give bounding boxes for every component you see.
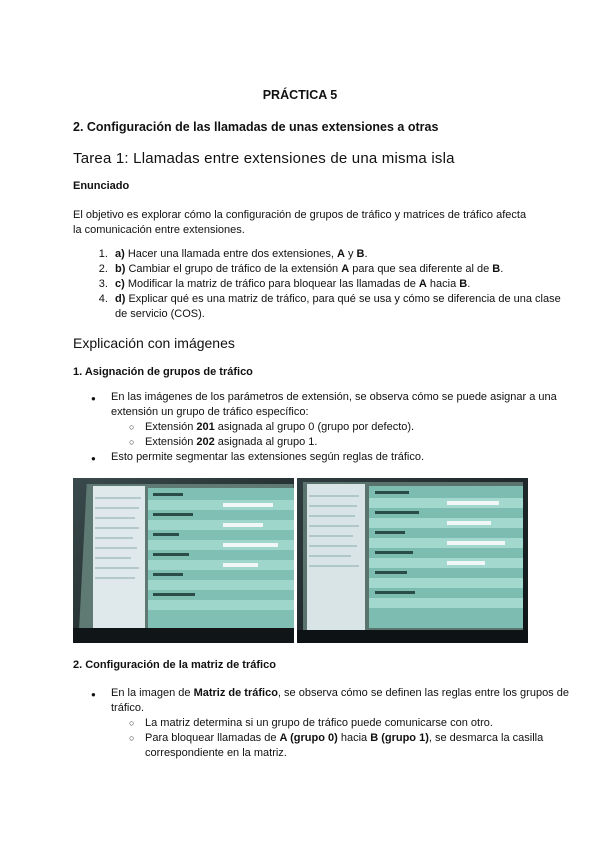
task-list: [73, 247, 571, 322]
sub2-heading: 2. Configuración de la matriz de tráfico: [73, 659, 276, 671]
bullet-item: ● En las imágenes de los parámetros de extensión, se observa cómo se puede asignar a una extensión un grupo de tráfico específico: ○ Extensión 201 asignada al grupo 0 (grupo por defecto). ○ Extensión 202 asignada al grupo 1.: [111, 390, 571, 450]
sub-list: [111, 420, 571, 450]
task-item: 3. c) Modificar la matriz de tráfico para bloquear las llamadas de A hacia B.: [111, 277, 571, 292]
photo-image: [297, 478, 528, 643]
screenshot-photo-extension-201: [73, 478, 294, 643]
bullet-item: ● Esto permite segmentar las extensiones según reglas de tráfico.: [111, 450, 571, 465]
screenshot-photo-extension-202: [297, 478, 528, 643]
task-item: 2. b) Cambiar el grupo de tráfico de la extensión A para que sea diferente al de B.: [111, 262, 571, 277]
photo-image: [73, 478, 294, 643]
enunciado-label: Enunciado: [73, 180, 130, 192]
sub1-heading: 1. Asignación de grupos de tráfico: [73, 366, 253, 378]
explanation-heading: Explicación con imágenes: [73, 335, 235, 351]
intro-paragraph: El objetivo es explorar cómo la configuración de grupos de tráfico y matrices de tráfico afecta la comunicación entre extensiones.: [73, 209, 527, 236]
sub2-bullet-list: [73, 686, 571, 761]
sub-list: [111, 716, 571, 761]
bullet-item: ● En la imagen de Matriz de tráfico, se observa cómo se definen las reglas entre los grupos de tráfico. ○ La matriz determina si un grupo de tráfico puede comunicarse con otro. ○ Para bloquear llamadas de A (grupo 0) hacia B (grupo 1), se desmarca la casilla correspondiente en la matriz.: [111, 686, 571, 761]
sub-item: ○ Para bloquear llamadas de A (grupo 0) hacia B (grupo 1), se desmarca la casilla correspondiente en la matriz.: [145, 731, 571, 761]
task-heading: Tarea 1: Llamadas entre extensiones de una misma isla: [73, 150, 455, 167]
sub1-bullet-list: [73, 390, 571, 465]
section-heading: 2. Configuración de las llamadas de unas extensiones a otras: [73, 120, 439, 134]
sub-item: ○ La matriz determina si un grupo de tráfico puede comunicarse con otro.: [145, 716, 571, 731]
page-title: PRÁCTICA 5: [262, 88, 338, 102]
task-item: 1. a) Hacer una llamada entre dos extensiones, A y B.: [111, 247, 571, 262]
sub-item: ○ Extensión 202 asignada al grupo 1.: [145, 435, 571, 450]
sub-item: ○ Extensión 201 asignada al grupo 0 (grupo por defecto).: [145, 420, 571, 435]
task-item: 4. d) Explicar qué es una matriz de tráfico, para qué se usa y cómo se diferencia de una clase de servicio (COS).: [111, 292, 571, 322]
